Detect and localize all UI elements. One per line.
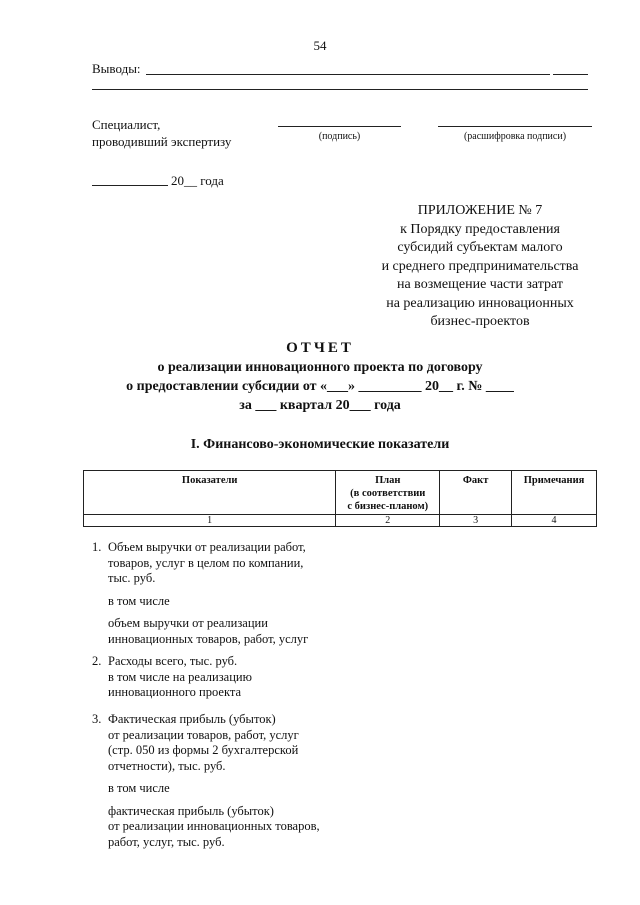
list-item-subtext: работ, услуг, тыс. руб. xyxy=(108,834,225,849)
column-number: 3 xyxy=(440,515,512,527)
section-title: I. Финансово-экономические показатели xyxy=(190,437,450,452)
list-item-including: в том числе xyxy=(108,781,170,795)
conclusions-line-2 xyxy=(92,89,588,90)
annex-block xyxy=(360,202,600,332)
list-item-text: тыс. руб. xyxy=(108,571,156,585)
date-year: 20__ года xyxy=(171,173,224,188)
list-item-text: в том числе на реализацию xyxy=(108,669,252,684)
annex-line: к Порядку предоставления xyxy=(400,221,560,237)
list-item-including: в том числе xyxy=(108,593,170,608)
list-item-text: Фактическая прибыль (убыток) xyxy=(108,712,276,726)
list-item xyxy=(92,540,308,647)
list-item-text: отчетности), тыс. руб. xyxy=(108,758,226,773)
list-item-number: 2. xyxy=(92,654,102,668)
date-line xyxy=(92,185,168,186)
report-subtitle-line: о предоставлении субсидии от «___» _________ 20__ г. № ____ xyxy=(126,379,514,394)
conclusions-line-1-tail xyxy=(553,74,588,75)
list-item-text: (стр. 050 из формы 2 бухгалтерской xyxy=(108,743,299,757)
report-subtitle-line: за ___ квартал 20___ года xyxy=(239,398,401,413)
table-column-numbers-row xyxy=(84,515,597,527)
financial-indicators-table xyxy=(83,470,597,527)
report-subtitle xyxy=(0,358,640,415)
column-number: 1 xyxy=(84,515,336,527)
header-indicators: Показатели xyxy=(84,471,336,515)
header-plan-line-1: План xyxy=(375,475,401,486)
list-item-subtext: инновационных товаров, работ, услуг xyxy=(108,631,309,646)
list-item-text: Расходы всего, тыс. руб. xyxy=(108,654,238,668)
page-number: 54 xyxy=(313,38,327,53)
annex-line: и среднего предпринимательства xyxy=(381,258,579,274)
report-subtitle-line: о реализации инновационного проекта по договору xyxy=(157,360,483,375)
list-item-subtext: объем выручки от реализации xyxy=(108,616,268,630)
annex-line: на реализацию инновационных xyxy=(386,295,574,311)
annex-line: на возмещение части затрат xyxy=(396,277,564,292)
list-item xyxy=(92,654,252,701)
header-plan-line-2: (в соответствии xyxy=(350,488,426,499)
report-title: ОТЧЕТ xyxy=(286,340,354,356)
header-plan-line-3: с бизнес-планом) xyxy=(347,501,429,512)
list-item-text: товаров, услуг в целом по компании, xyxy=(108,555,304,570)
expert-label-line-2: проводивший экспертизу xyxy=(92,134,232,149)
header-notes: Примечания xyxy=(512,471,597,515)
conclusions-line-1 xyxy=(146,74,550,75)
list-item-number: 1. xyxy=(92,540,102,554)
list-item-text: Объем выручки от реализации работ, xyxy=(108,540,306,554)
decode-line xyxy=(438,126,592,127)
annex-line: ПРИЛОЖЕНИЕ № 7 xyxy=(417,203,543,218)
header-fact: Факт xyxy=(440,471,512,515)
table-header-row xyxy=(84,471,597,515)
signature-caption: (подпись) xyxy=(318,131,361,142)
list-item-subtext: от реализации инновационных товаров, xyxy=(108,819,320,833)
expert-label xyxy=(92,116,231,150)
annex-line: субсидий субъектам малого xyxy=(397,240,563,255)
conclusions-label: Выводы: xyxy=(92,61,141,76)
list-item-text: инновационного проекта xyxy=(108,685,242,699)
list-item xyxy=(92,712,320,850)
header-plan xyxy=(336,471,440,515)
decode-caption: (расшифровка подписи) xyxy=(463,131,567,142)
signature-line xyxy=(278,126,401,127)
list-item-text: от реализации товаров, работ, услуг xyxy=(108,727,299,742)
column-number: 4 xyxy=(512,515,597,527)
list-item-subtext: фактическая прибыль (убыток) xyxy=(108,803,274,818)
expert-label-line-1: Специалист, xyxy=(92,117,161,132)
annex-line: бизнес-проектов xyxy=(430,314,530,329)
list-item-number: 3. xyxy=(92,712,102,726)
column-number: 2 xyxy=(336,515,440,527)
